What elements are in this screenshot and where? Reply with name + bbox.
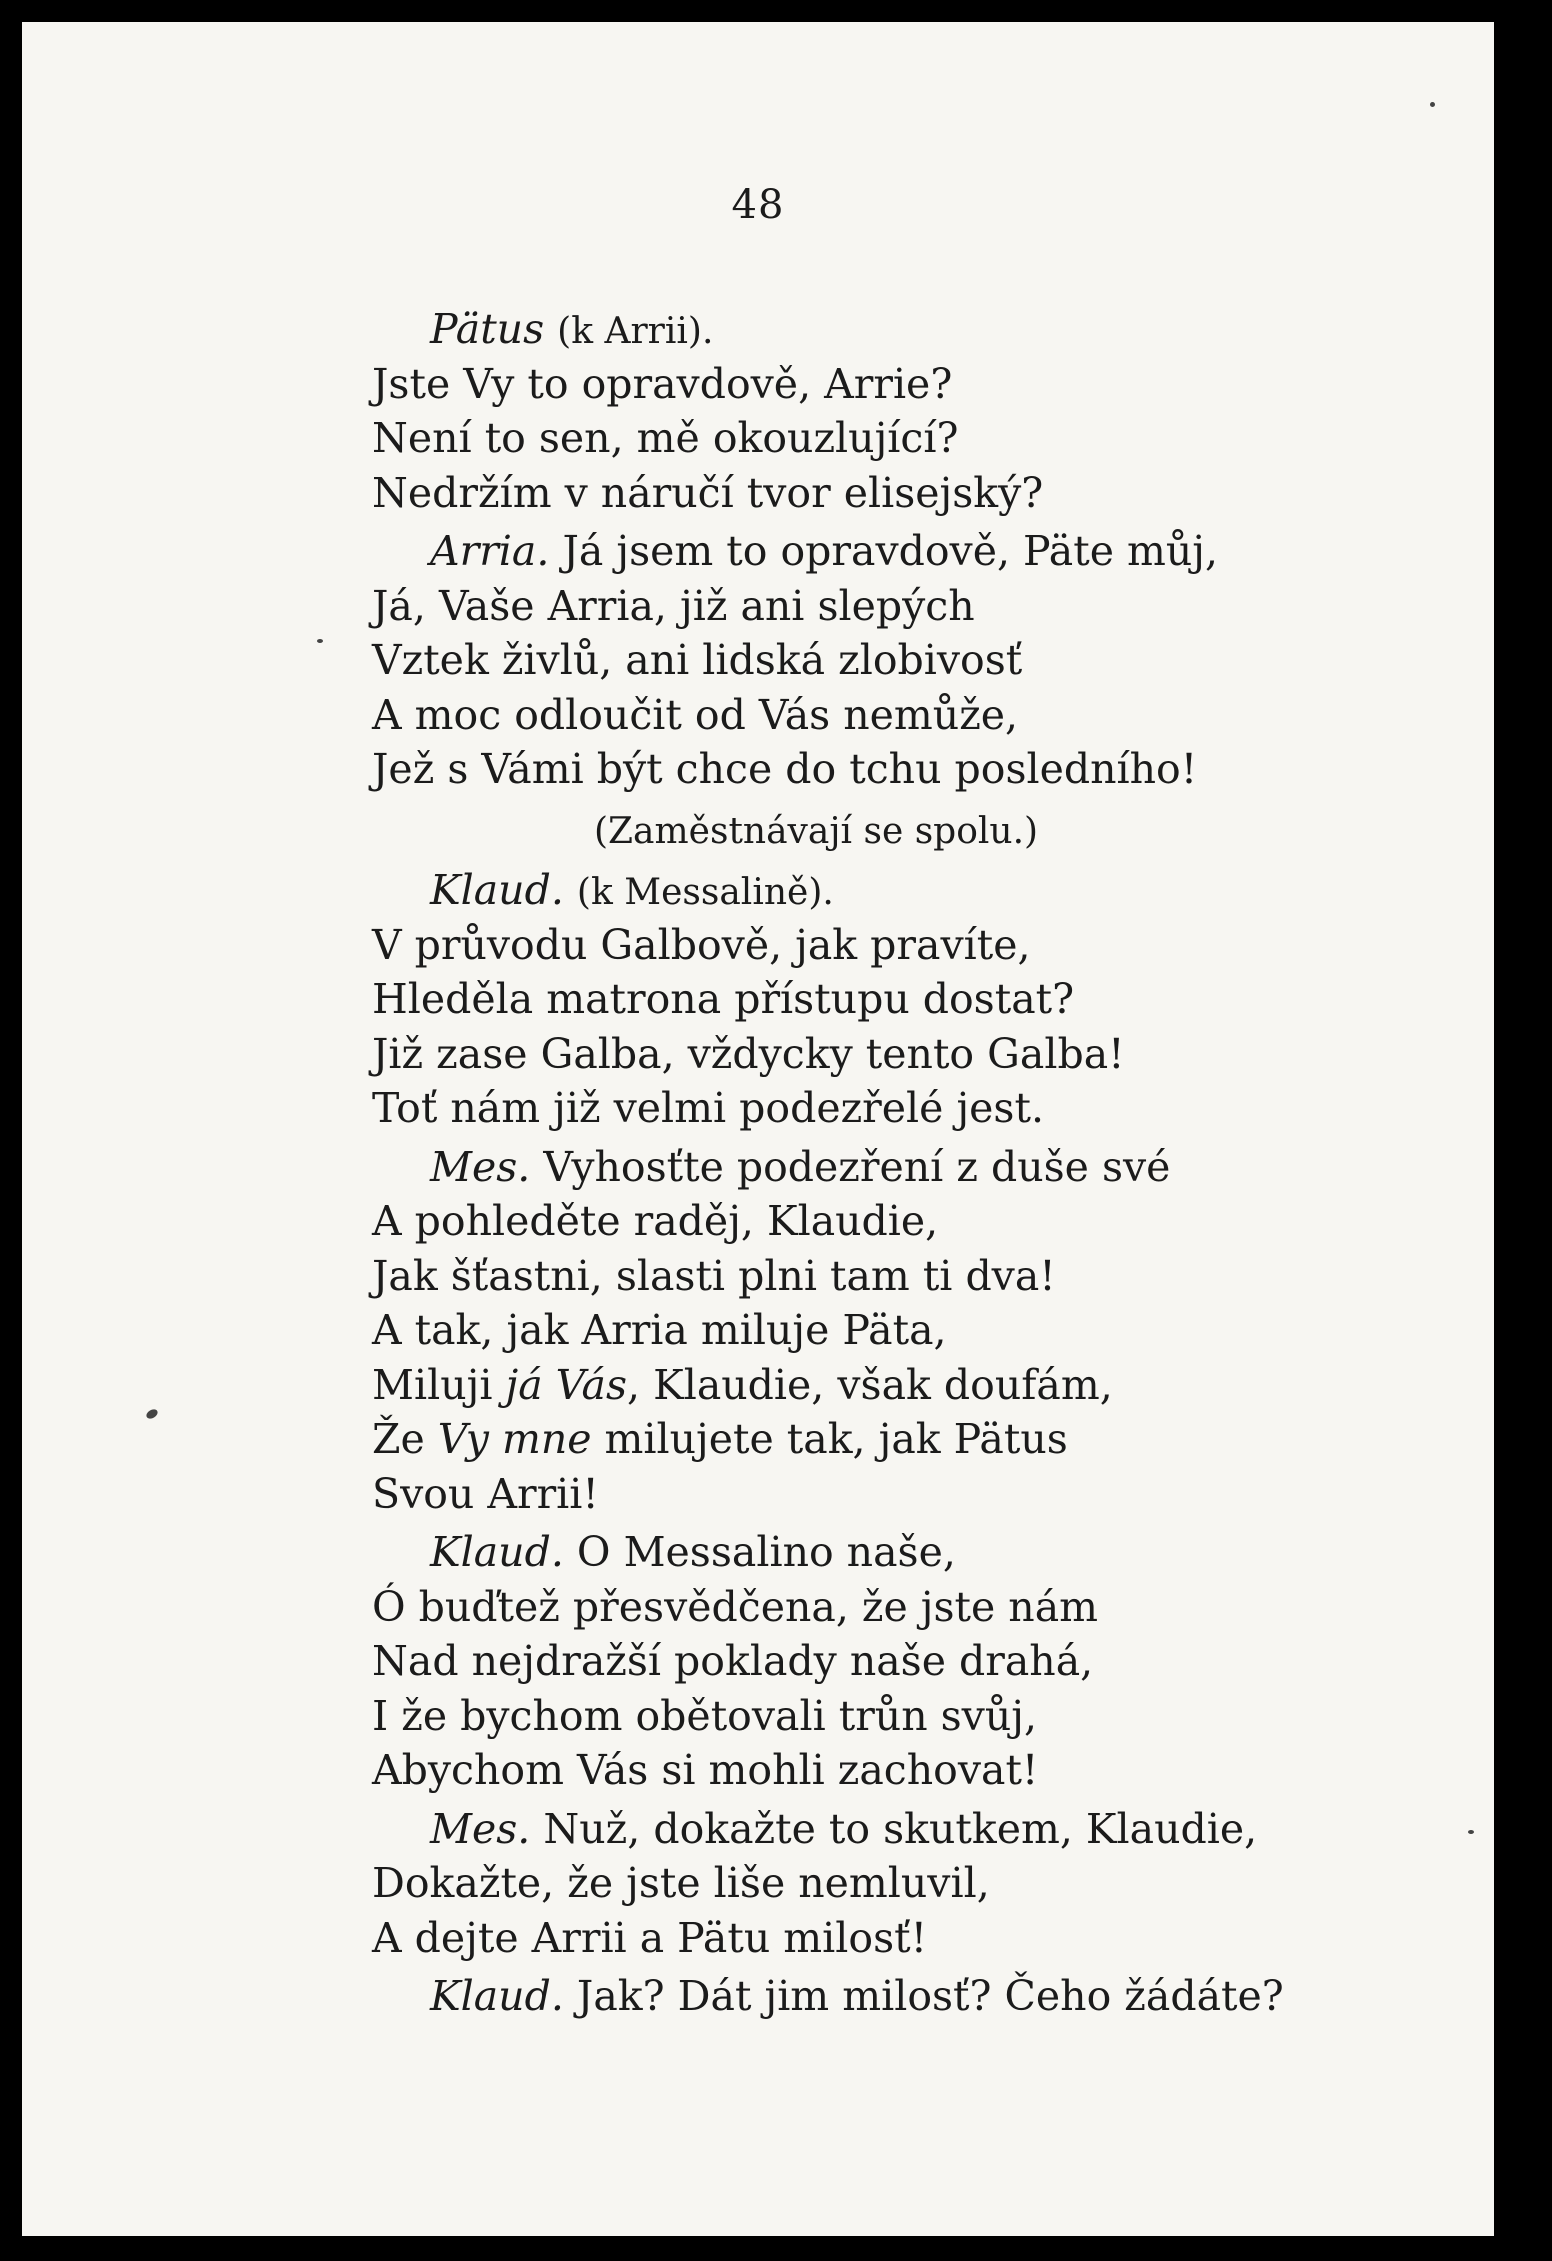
speaker-name: Pätus [430,305,545,353]
verse-text: A tak, jak Arria miluje Päta, [372,1306,947,1354]
verse-line [372,1634,1372,1689]
verse-text: Již zase Galba, vždycky tento Galba! [372,1029,1125,1078]
emphasized-text: já Vás [505,1360,628,1409]
verse-line [372,1027,1372,1082]
verse-text: A dejte Arrii a Pätu milosť! [372,1913,928,1962]
speech-start-line [372,1525,1372,1580]
speaker-name: Klaud. [430,1972,564,2020]
speech-start-line [372,1969,1372,2024]
verse-text: Abychom Vás si mohli zachovat! [372,1746,1039,1794]
ink-speck [317,639,323,643]
verse-line [372,1911,1372,1966]
verse-text: Nedržím v náručí tvor elisejský? [372,468,1044,517]
verse-text: , Klaudie, však doufám, [627,1360,1113,1409]
verse-text: Vztek živlů, ani lidská zlobivosť [372,636,1023,684]
scan-border [1494,0,1552,2261]
speaker-name: Mes. [430,1142,531,1191]
verse-line [372,633,1372,688]
addressee-note: (k Messalině). [576,872,834,913]
verse-line [372,1249,1372,1304]
verse-text: milujete tak, jak Pätus [591,1415,1068,1463]
verse-line [372,466,1372,521]
speaker-name: Mes. [430,1804,531,1853]
verse-text: Toť nám již velmi podezřelé jest. [372,1084,1044,1132]
verse-line [372,1358,1372,1413]
verse-line [372,1081,1372,1136]
verse-line [372,1856,1372,1911]
verse-line [372,411,1372,466]
speaker-name: Arria. [430,527,550,575]
verse-line [372,688,1372,743]
stage-direction: (Zaměstnávají se spolu.) [594,810,1039,852]
addressee-note: (k Arrii). [557,311,714,352]
speech-start-line [372,1140,1372,1195]
verse-text: O Messalino naše, [576,1528,956,1576]
verse-text: Hleděla matrona přístupu dostat? [372,975,1075,1023]
play-text [372,302,1372,2024]
speech-start-line [372,1802,1372,1857]
ink-speck [145,1408,159,1421]
verse-text: V průvodu Galbově, jak pravíte, [372,920,1031,969]
book-page [22,22,1494,2236]
verse-line [372,918,1372,973]
verse-text: Já jsem to opravdově, Päte můj, [562,527,1219,575]
verse-text: Svou Arrii! [372,1469,599,1518]
ink-speck [1430,102,1435,107]
verse-text: Dokažte, že jste liše nemluvil, [372,1859,990,1907]
speech-start-line [372,302,1372,357]
verse-text: Nad nejdražší poklady naše drahá, [372,1637,1094,1685]
verse-line [372,1743,1372,1798]
verse-text: Ó buďtež přesvědčena, že jste nám [372,1582,1099,1631]
verse-text: A pohleděte raděj, Klaudie, [372,1197,939,1245]
verse-text: Jak? Dát jim milosť? Čeho žádáte? [576,1972,1284,2020]
speaker-name: Klaud. [430,866,564,914]
verse-line [372,579,1372,634]
verse-line [372,1303,1372,1358]
ink-speck [1468,1830,1474,1834]
verse-text: Nuž, dokažte to skutkem, Klaudie, [543,1804,1258,1853]
speech-start-line [372,524,1372,579]
verse-text: Není to sen, mě okouzlující? [372,414,959,462]
verse-text: Vyhosťte podezření z duše své [543,1142,1171,1191]
verse-text: Jež s Vámi být chce do tchu posledního! [372,745,1198,793]
verse-line [372,1689,1372,1744]
verse-line [372,1467,1372,1522]
verse-text: Já, Vaše Arria, již ani slepých [372,581,975,630]
verse-line [372,1412,1372,1467]
verse-text: Miluji [372,1360,506,1409]
speech-start-line [372,863,1372,918]
verse-text: Jak šťastni, slasti plni tam ti dva! [372,1251,1056,1300]
emphasized-text: Vy mne [437,1415,592,1463]
speaker-name: Klaud. [430,1528,564,1576]
verse-line [372,742,1372,797]
verse-line [372,1580,1372,1635]
verse-line [372,1194,1372,1249]
verse-text: Jste Vy to opravdově, Arrie? [372,359,953,408]
page-number: 48 [731,182,785,228]
verse-line [372,357,1372,412]
verse-text: Že [372,1415,438,1463]
verse-text: I že bychom obětovali trůn svůj, [372,1691,1037,1740]
verse-line [372,972,1372,1027]
verse-text: A moc odloučit od Vás nemůže, [372,690,1019,739]
